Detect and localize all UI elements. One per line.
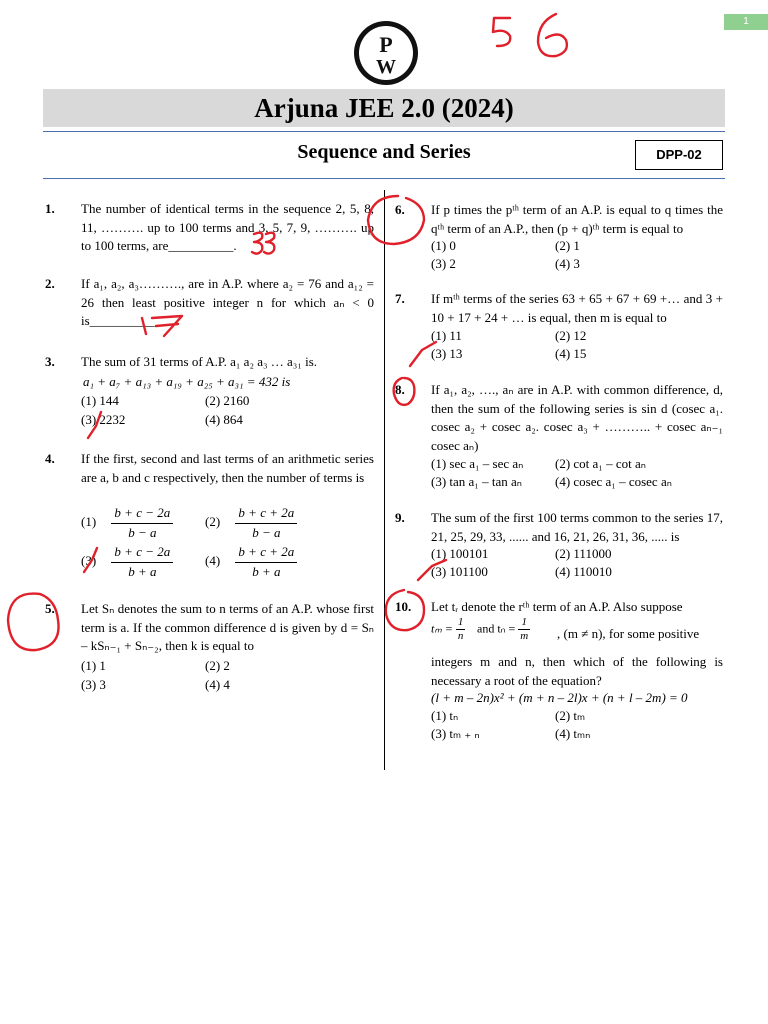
column-divider [384,190,385,770]
option-3: (3) 101100 [431,564,488,579]
fraction [235,543,297,581]
option-2: (2) 2 [205,658,230,673]
question-number: 7. [395,291,405,306]
option-4: (4) tₘₙ [555,726,591,741]
option-1: (1) sec a₁ – sec aₙ [431,456,524,471]
question-number: 8. [395,382,405,397]
question-number: 9. [395,510,405,525]
option-3: (3) 3 [81,677,106,692]
numerator: b + c − 2a [111,543,173,563]
tm-lhs: tₘ = [431,621,453,636]
header-divider [43,131,725,132]
denominator: b + a [128,563,157,579]
subheader-divider [43,178,725,179]
denominator: n [457,630,464,642]
option-2: (2) 12 [555,328,587,343]
tn-formula [477,616,530,643]
question-text: If p times the pᵗʰ term of an A.P. is equal to q times the qᵗʰ term of an A.P., then (p + q)ᵗʰ term is equal to [431,202,723,236]
question-text-cont: , (m ≠ n), for some positive [557,626,700,641]
option-3: (3) tan a₁ – tan aₙ [431,474,522,489]
tm-formula [431,616,465,643]
option-1: (1) tₙ [431,708,459,723]
tn-lhs: and tₙ = [477,621,516,636]
option-3: (3) 13 [431,346,463,361]
question-text: If mᵗʰ terms of the series 63 + 65 + 67 + 69 +… and 3 + 10 + 17 + 24 + … is equal, then m is equal to [431,291,723,325]
question-text: The sum of 31 terms of A.P. a₁ a₂ a₃ … a₃₁ is. [81,354,318,369]
fraction [235,504,297,542]
dpp-badge: DPP-02 [635,140,723,170]
question-text: If a₁, a₂, …., aₙ are in A.P. with common difference, d, then the sum of the following series is sin d (cosec a₁. cosec a₂ + cosec a₂. cosec a₃ + ……….. + cosec aₙ₋₁ cosec aₙ) [431,382,723,453]
option-4: (4) 3 [555,256,580,271]
fraction [111,504,173,542]
numerator: b + c + 2a [235,504,297,524]
question-number: 5. [45,601,55,616]
option-2 [205,504,297,542]
page-title: Arjuna JEE 2.0 (2024) [43,89,725,127]
option-1: (1) 11 [431,328,462,343]
denominator: m [520,630,529,642]
option-3: (3) tₘ ₊ ₙ [431,726,480,741]
question-text [81,275,374,331]
logo-letter-p: P [379,32,393,57]
question-text: Let tᵣ denote the rᵗʰ term of an A.P. Also suppose [431,599,683,614]
option-4: (4) 864 [205,412,243,427]
pw-logo [353,20,419,86]
logo-letter-w: W [376,56,396,78]
option-2: (2) 111000 [555,546,612,561]
option-1 [81,504,173,542]
question-text-end: integers m and n, then which of the following is necessary a root of the equation? [431,654,723,688]
question-number: 2. [45,276,55,291]
page-number: 1 [724,14,768,30]
handwritten-6 [538,14,567,56]
option-label: (1) [81,513,97,529]
answer-blank: __________ [89,313,155,328]
option-1: (1) 1 [81,658,106,673]
question-formula: a₁ + a₇ + a₁₃ + a₁₉ + a₂₅ + a₃₁ = 432 is [83,374,291,389]
option-2: (2) 2160 [205,393,250,408]
question-text: The number of identical terms in the sequence 2, 5, 8, 11, ………. up to 100 terms and 3, 5, 7, 9, ………. up to 100 terms, are__________. [81,201,374,253]
denominator: b − a [252,524,281,540]
topic-heading: Sequence and Series [297,141,471,163]
question-number: 10. [395,599,412,614]
question-number: 1. [45,201,55,216]
question-number: 4. [45,451,55,466]
option-3: (3) 2232 [81,412,126,427]
fraction [456,616,466,643]
handwritten-5 [493,18,510,46]
option-2: (2) 1 [555,238,580,253]
question-text: The sum of the first 100 terms common to the series 17, 21, 25, 29, 33, ...... and 16, 21, 26, 31, 36, ..... is [431,510,723,544]
option-1: (1) 100101 [431,546,489,561]
question-number: 6. [395,202,405,217]
question-text: Let Sₙ denotes the sum to n terms of an A.P. whose first term is a. If the common difference d is given by d = Sₙ – kSₙ₋₁ + Sₙ₋₂, then k is equal to [81,601,374,653]
question-text: If the first, second and last terms of an arithmetic series are a, b and c respectively, then the number of terms is [81,451,374,485]
fraction [518,616,530,643]
option-3: (3) 2 [431,256,456,271]
denominator: b + a [252,563,281,579]
option-label: (4) [205,552,221,568]
option-4: (4) 4 [205,677,230,692]
numerator: b + c + 2a [235,543,297,563]
question-equation: (l + m – 2n)x² + (m + n – 2l)x + (n + l – 2m) = 0 [431,690,688,705]
question-text-body: If a₁, a₂, a₃………., are in A.P. where a₂ = 76 and a₁₂ = 26 then least positive integer n for which aₙ < 0 is [81,276,374,328]
option-label: (2) [205,513,221,529]
option-1: (1) 144 [81,393,119,408]
option-4: (4) 110010 [555,564,612,579]
numerator: 1 [518,616,530,630]
numerator: b + c − 2a [111,504,173,524]
option-2: (2) tₘ [555,708,586,723]
fraction [111,543,173,581]
option-2: (2) cot a₁ – cot aₙ [555,456,646,471]
denominator: b − a [128,524,157,540]
option-1: (1) 0 [431,238,456,253]
option-3 [81,543,173,581]
numerator: 1 [457,616,464,628]
option-4: (4) 15 [555,346,587,361]
option-4 [205,543,297,581]
option-label: (3) [81,552,97,568]
option-4: (4) cosec a₁ – cosec aₙ [555,474,672,489]
question-number: 3. [45,354,55,369]
